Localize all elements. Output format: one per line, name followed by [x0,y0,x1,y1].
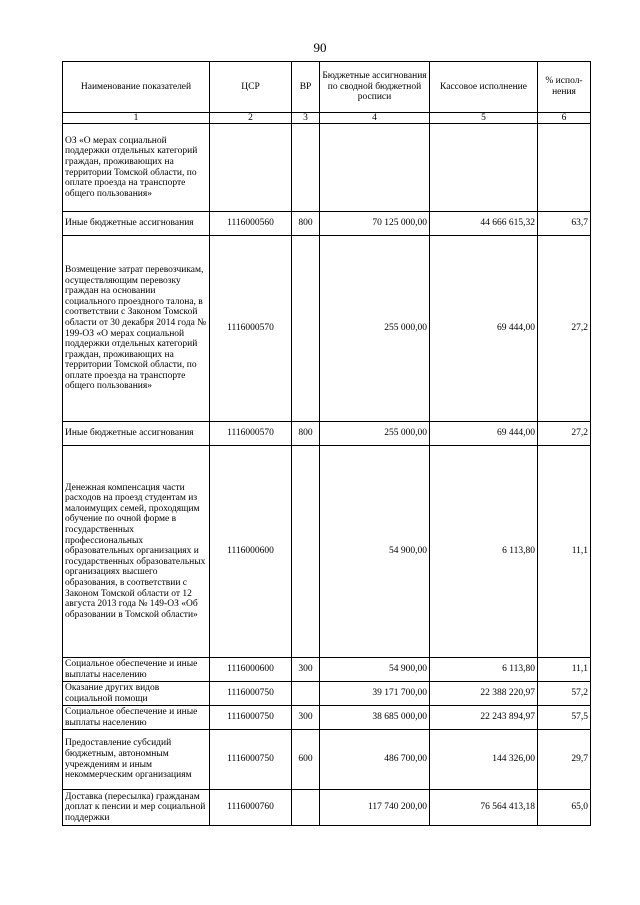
header-vr: ВР [292,62,320,113]
row-execution: 6 113,80 [430,446,538,658]
row-allocation: 70 125 000,00 [320,212,430,236]
table-row [63,730,591,790]
header-execution: Кассовое исполнение [430,62,538,113]
row-csr: 1116000560 [210,212,292,236]
row-vr [292,682,320,706]
row-vr: 600 [292,730,320,790]
column-number-row [63,113,591,124]
table-row [63,658,591,682]
row-percent: 11,1 [538,658,591,682]
row-vr: 800 [292,212,320,236]
row-percent: 57,2 [538,682,591,706]
row-name: Иные бюджетные ассигнования [63,422,210,446]
row-execution: 6 113,80 [430,658,538,682]
row-vr [292,124,320,212]
row-percent: 27,2 [538,422,591,446]
row-allocation: 255 000,00 [320,236,430,422]
header-allocation: Бюджетные ассигнования по сводной бюджетной росписи [320,62,430,113]
row-percent: 57,5 [538,706,591,730]
row-csr: 1116000570 [210,422,292,446]
table-row [63,446,591,658]
column-number: 2 [210,113,292,124]
table-row [63,124,591,212]
row-vr: 300 [292,658,320,682]
row-csr [210,124,292,212]
row-allocation: 255 000,00 [320,422,430,446]
row-execution: 69 444,00 [430,422,538,446]
row-name: Социальное обеспечение и иные выплаты населению [63,658,210,682]
row-name: Доставка (пересылка) гражданам доплат к пенсии и мер социальной поддержки [63,790,210,826]
row-execution: 69 444,00 [430,236,538,422]
row-csr: 1116000750 [210,730,292,790]
row-name: Предоставление субсидий бюджетным, автономным учреждениям и иным некоммерческим организациям [63,730,210,790]
row-percent: 11,1 [538,446,591,658]
row-vr: 300 [292,706,320,730]
row-csr: 1116000570 [210,236,292,422]
row-execution: 76 564 413,18 [430,790,538,826]
page-number: 90 [313,40,327,55]
table-row [63,236,591,422]
row-csr: 1116000600 [210,446,292,658]
row-name: Оказание других видов социальной помощи [63,682,210,706]
row-allocation: 54 900,00 [320,446,430,658]
row-percent: 29,7 [538,730,591,790]
column-number: 3 [292,113,320,124]
row-execution: 44 666 615,32 [430,212,538,236]
header-name: Наименование показателей [63,62,210,113]
row-vr [292,236,320,422]
row-percent: 63,7 [538,212,591,236]
row-allocation: 486 700,00 [320,730,430,790]
column-number: 1 [63,113,210,124]
row-percent: 27,2 [538,236,591,422]
row-allocation: 39 171 700,00 [320,682,430,706]
row-allocation: 117 740 200,00 [320,790,430,826]
table-row [63,790,591,826]
table-row [63,212,591,236]
budget-table [62,61,591,826]
row-vr [292,446,320,658]
row-csr: 1116000600 [210,658,292,682]
header-csr: ЦСР [210,62,292,113]
row-execution: 22 388 220,97 [430,682,538,706]
row-vr: 800 [292,422,320,446]
table-row [63,706,591,730]
row-execution: 144 326,00 [430,730,538,790]
row-execution: 22 243 894,97 [430,706,538,730]
row-name: Возмещение затрат перевозчикам, осуществляющим перевозку граждан на основании социального проездного талона, в соответствии с Законом Томской области от 30 декабря 2014 года № 199-ОЗ «О мерах социальной поддержки отдельных категорий граждан, проживающих на территории Томской области, по оплате проезда на транспорте общего пользования» [63,236,210,422]
table-row [63,682,591,706]
row-percent: 65,0 [538,790,591,826]
row-name: Денежная компенсация части расходов на проезд студентам из малоимущих семей, проходящим обучение по очной форме в государственных профессиональных образовательных организациях и государственных образовательных организациях высшего образования, в соответствии с Законом Томской области от 12 августа 2013 года № 149-ОЗ «Об образовании в Томской области» [63,446,210,658]
column-number: 4 [320,113,430,124]
row-name: ОЗ «О мерах социальной поддержки отдельных категорий граждан, проживающих на территории Томской области, по оплате проезда на транспорте общего пользования» [63,124,210,212]
row-csr: 1116000760 [210,790,292,826]
header-percent: % испол-нения [538,62,591,113]
row-allocation [320,124,430,212]
row-vr [292,790,320,826]
table-header-row [63,62,591,113]
row-percent [538,124,591,212]
row-allocation: 54 900,00 [320,658,430,682]
row-execution [430,124,538,212]
column-number: 6 [538,113,591,124]
row-name: Иные бюджетные ассигнования [63,212,210,236]
row-csr: 1116000750 [210,706,292,730]
column-number: 5 [430,113,538,124]
row-name: Социальное обеспечение и иные выплаты населению [63,706,210,730]
row-allocation: 38 685 000,00 [320,706,430,730]
row-csr: 1116000750 [210,682,292,706]
table-row [63,422,591,446]
